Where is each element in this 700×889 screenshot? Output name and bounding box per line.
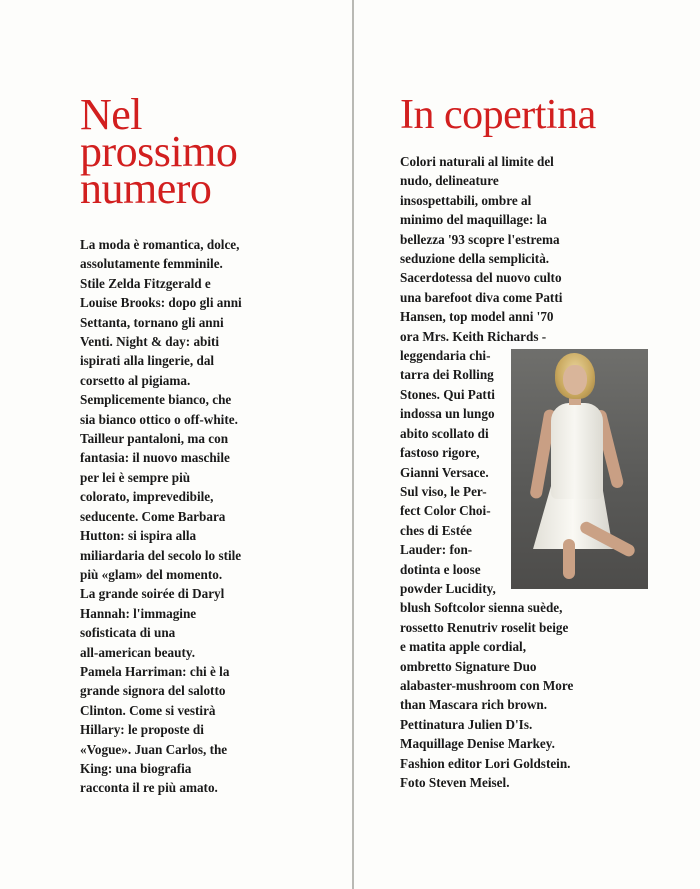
wrapped-text — [400, 346, 508, 598]
text-line: Fashion editor Lori Goldstein. — [400, 755, 571, 771]
text-line: Maquillage Denise Markey. — [400, 736, 555, 752]
text-line: più «glam» del momento. — [80, 566, 223, 582]
text-line: Venti. Night & day: abiti — [80, 334, 220, 350]
next-issue-title — [80, 90, 285, 213]
text-line: fect Color Choi- — [400, 503, 491, 519]
photo-white-dress — [551, 403, 603, 499]
title-line: numero — [80, 164, 212, 213]
text-line: una barefoot diva come Patti — [400, 289, 563, 305]
cover-text — [400, 152, 660, 792]
cover-model-photo — [511, 349, 648, 589]
text-line: ora Mrs. Keith Richards - — [400, 328, 547, 344]
text-line: Pamela Harriman: chi è la — [80, 663, 230, 679]
text-line: dotinta e loose — [400, 561, 481, 577]
text-line: alabaster-mushroom con More — [400, 677, 574, 693]
text-with-photo — [400, 346, 660, 598]
title-line: prossimo — [80, 127, 238, 176]
text-line: ispirati alla lingerie, dal — [80, 353, 215, 369]
text-line: Louise Brooks: dopo gli anni — [80, 295, 242, 311]
text-line: grande signora del salotto — [80, 683, 226, 699]
text-line: racconta il re più amato. — [80, 780, 218, 796]
text-line: leggendaria chi- — [400, 348, 491, 364]
text-line: ches di Estée — [400, 522, 472, 538]
text-line: Semplicemente bianco, che — [80, 392, 232, 408]
text-line: seducente. Come Barbara — [80, 508, 226, 524]
text-line: La grande soirée di Daryl — [80, 586, 225, 602]
text-line: sia bianco ottico o off-white. — [80, 411, 238, 427]
next-issue-column — [80, 90, 285, 798]
text-line: bellezza '93 scopre l'estrema — [400, 231, 560, 247]
cover-title: In copertina — [400, 92, 596, 138]
text-line: miliardaria del secolo lo stile — [80, 547, 242, 563]
text-line: Hannah: l'immagine — [80, 605, 197, 621]
text-line: Settanta, tornano gli anni — [80, 314, 224, 330]
text-line: e matita apple cordial, — [400, 639, 526, 655]
text-line: fastoso rigore, — [400, 445, 480, 461]
text-line: Foto Steven Meisel. — [400, 775, 510, 790]
text-line: insospettabili, ombre al — [400, 192, 532, 208]
text-line: Hansen, top model anni '70 — [400, 309, 554, 325]
text-line: powder Lucidity, — [400, 580, 496, 596]
text-line: La moda è romantica, dolce, — [80, 237, 240, 252]
text-line: «Vogue». Juan Carlos, the — [80, 741, 228, 757]
text-line: Gianni Versace. — [400, 464, 489, 480]
text-line: than Mascara rich brown. — [400, 697, 548, 713]
title-line: Nel — [80, 90, 143, 139]
text-line: sofisticata di una — [80, 625, 176, 641]
text-line: Stones. Qui Patti — [400, 386, 495, 402]
text-line: tarra dei Rolling — [400, 367, 494, 383]
text-line: King: una biografia — [80, 760, 192, 776]
text-line: Hutton: si ispira alla — [80, 528, 197, 544]
text-line: corsetto al pigiama. — [80, 372, 191, 388]
text-line: all-american beauty. — [80, 644, 196, 660]
text-line: rossetto Renutriv roselit beige — [400, 619, 569, 635]
text-line: Pettinatura Julien D'Is. — [400, 716, 533, 732]
text-line: ombretto Signature Duo — [400, 658, 537, 674]
text-line: Sul viso, le Per- — [400, 483, 487, 499]
text-line: Sacerdotessa del nuovo culto — [400, 270, 562, 286]
text-line: Hillary: le proposte di — [80, 722, 204, 738]
remaining-text — [400, 598, 660, 792]
text-line: nudo, delineature — [400, 173, 499, 189]
text-line: assolutamente femminile. — [80, 256, 223, 272]
text-line: indossa un lungo — [400, 406, 495, 422]
text-line: minimo del maquillage: la — [400, 212, 547, 228]
text-line: Stile Zelda Fitzgerald e — [80, 275, 211, 291]
text-line: colorato, imprevedibile, — [80, 489, 214, 505]
cover-column — [400, 92, 660, 792]
photo-leg — [563, 539, 575, 579]
text-line: Colori naturali al limite del — [400, 154, 554, 169]
next-issue-text — [80, 235, 285, 798]
text-line: abito scollato di — [400, 425, 489, 441]
text-line: seduzione della semplicità. — [400, 251, 550, 267]
text-line: Tailleur pantaloni, ma con — [80, 431, 229, 447]
center-fold-divider — [352, 0, 354, 889]
text-line: fantasia: il nuovo maschile — [80, 450, 230, 466]
photo-face — [563, 365, 587, 395]
text-line: Lauder: fon- — [400, 542, 473, 558]
text-line: Clinton. Come si vestirà — [80, 702, 216, 718]
text-line: blush Softcolor sienna suède, — [400, 600, 563, 616]
text-line: per lei è sempre più — [80, 469, 191, 485]
